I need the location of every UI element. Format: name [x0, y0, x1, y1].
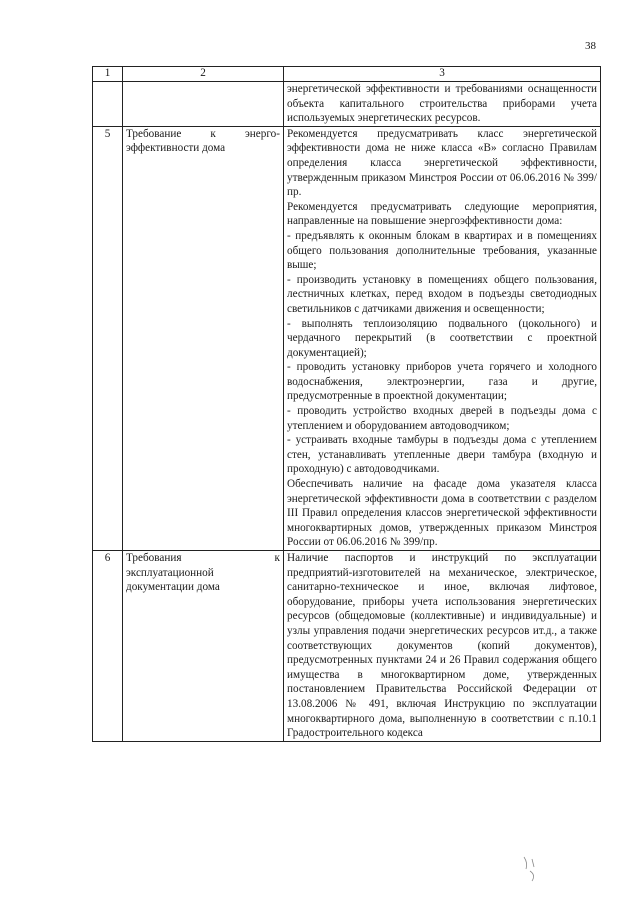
- header-col-3: 3: [284, 67, 601, 82]
- continuation-number-cell: [93, 82, 123, 127]
- row5-paragraph: - проводить установку приборов учета горячего и холодного водоснабжения, электроэнергии, газа и другие, предусмотренные в проектной документации;: [287, 361, 597, 403]
- row6-number: 6: [93, 551, 123, 742]
- header-col-1: 1: [93, 67, 123, 82]
- row5-paragraph: - производить установку в помещениях общего пользования, лестничных клетках, перед входом в подъезды светодиодных светильников с датчиками движения и освещенности;: [287, 273, 597, 315]
- table-row-5: [93, 126, 601, 550]
- row5-paragraph: - устраивать входные тамбуры в подъезды дома с утеплением стен, устанавливать утепленные двери тамбура (входную и проходную) с автодоводчиками.: [287, 434, 597, 476]
- row6-name: Требования к эксплуатационной документации дома: [123, 551, 284, 742]
- row5-paragraph: Рекомендуется предусматривать класс энергетической эффективности дома не ниже класса «В» согласно Правилам определения класса энергетической эффективности, утвержденным приказом Минстроя России от 06.06.2016 № 399/пр.: [287, 127, 597, 199]
- table-header-row: [93, 67, 601, 82]
- row5-paragraph: Обеспечивать наличие на фасаде дома указателя класса энергетической эффективности дома в соответствии с разделом III Правил определения классов энергетической эффективности многоквартирных домов, утвержденных приказом Минстроя России от 06.06.2016 № 399/пр.: [287, 478, 597, 549]
- row5-paragraph: - проводить устройство входных дверей в подъезды дома с утеплением и оборудованием автодоводчиком;: [287, 405, 597, 432]
- page-number: 38: [585, 40, 596, 52]
- requirements-table: [92, 66, 601, 742]
- row6-paragraph: Наличие паспортов и инструкций по эксплуатации предприятий-изготовителей на механическое, электрическое, санитарно-техническое и иное, включая лифтовое, оборудование, приборы учета использования энергетических ресурсов (общедомовые (коллективные) и индивидуальные) и узлы управления подачи энергетических ресурсов ит.д., а также соответствующих документов (копий документов), предусмотренных пунктами 24 и 26 Правил содержания общего имущества в многоквартирном доме, утвержденных постановлением Правительства Российской Федерации от 13.08.2006 № 491, включая Инструкцию по эксплуатации многоквартирного дома, выполненную в соответствии с п.10.1 Градостроительного кодекса: [287, 552, 597, 740]
- header-col-2: 2: [123, 67, 284, 82]
- row5-number: 5: [93, 126, 123, 550]
- row5-paragraph: - выполнять теплоизоляцию подвального (цокольного) и чердачного перекрытий (в соответствии с проектной документацией);: [287, 317, 597, 359]
- row6-text-cell: [284, 551, 601, 742]
- pen-mark-icon: [520, 853, 544, 883]
- table-row-6: [93, 551, 601, 742]
- continuation-text-cell: [284, 82, 601, 127]
- row5-paragraph: - предъявлять к оконным блокам в квартирах и в помещениях общего пользования дополнительные требования, указанные выше;: [287, 229, 597, 272]
- continuation-name-cell: [123, 82, 284, 127]
- continuation-paragraph: энергетической эффективности и требованиями оснащенности объекта капитального строительства приборами учета используемых энергетических ресурсов.: [287, 83, 597, 125]
- table-row-continuation: [93, 82, 601, 127]
- row5-name: Требование к энерго-эффективности дома: [123, 126, 284, 550]
- row5-text-cell: [284, 126, 601, 550]
- row5-paragraph: Рекомендуется предусматривать следующие мероприятия, направленные на повышение энергоэффективности дома:: [287, 200, 597, 228]
